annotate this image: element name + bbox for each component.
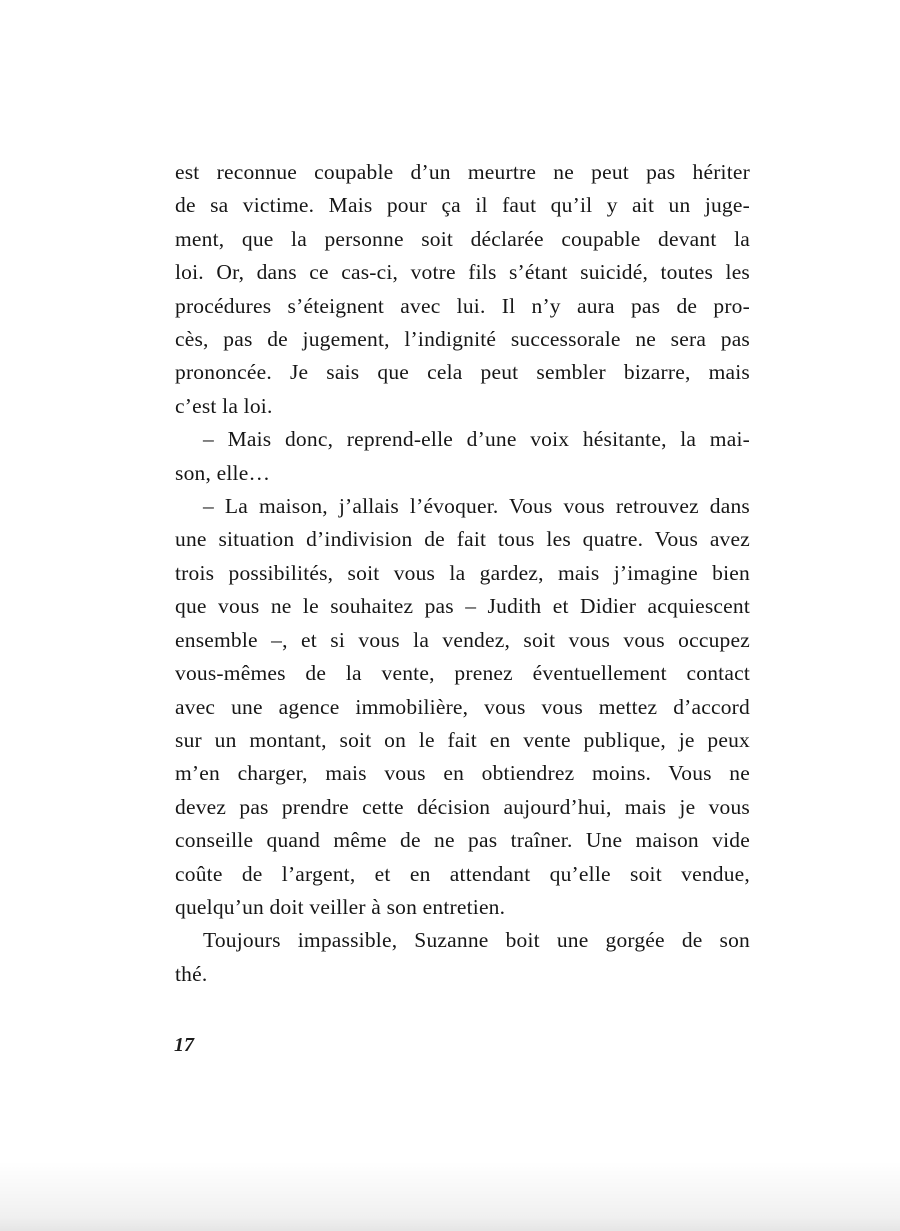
text-line: Toujours impassible, Suzanne boit une gorgée de son — [203, 928, 750, 953]
text-line: – Mais donc, reprend-elle d’une voix hésitante, la mai- — [203, 427, 750, 452]
text-line: avec une agence immobilière, vous vous mettez d’accord — [175, 694, 750, 719]
text-line: c’est la loi. — [175, 393, 273, 418]
page-number: 17 — [174, 1034, 194, 1056]
text-line: cès, pas de jugement, l’indignité successorale ne sera pas — [175, 327, 750, 352]
text-line: ment, que la personne soit déclarée coupable devant la — [175, 226, 750, 251]
text-line: thé. — [175, 961, 208, 986]
text-line: son, elle… — [175, 460, 271, 485]
text-line: quelqu’un doit veiller à son entretien. — [175, 894, 506, 919]
text-line: procédures s’éteignent avec lui. Il n’y aura pas de pro- — [175, 293, 750, 318]
text-line: prononcée. Je sais que cela peut sembler bizarre, mais — [175, 360, 750, 385]
text-line: que vous ne le souhaitez pas – Judith et Didier acquiescent — [175, 594, 750, 619]
text-line: est reconnue coupable d’un meurtre ne peut pas hériter — [175, 160, 750, 184]
text-line: m’en charger, mais vous en obtiendrez moins. Vous ne — [175, 761, 750, 786]
page-text — [175, 156, 750, 991]
text-line: une situation d’indivision de fait tous les quatre. Vous avez — [175, 527, 750, 552]
text-line: de sa victime. Mais pour ça il faut qu’il y ait un juge- — [175, 193, 750, 218]
text-line: conseille quand même de ne pas traîner. Une maison vide — [175, 828, 750, 853]
text-line: ensemble –, et si vous la vendez, soit vous vous occupez — [175, 627, 750, 652]
text-line: devez pas prendre cette décision aujourd’hui, mais je vous — [175, 794, 750, 819]
text-line: coûte de l’argent, et en attendant qu’elle soit vendue, — [175, 861, 750, 886]
page-bottom-shadow — [0, 1161, 900, 1231]
text-line: trois possibilités, soit vous la gardez, mais j’imagine bien — [175, 560, 750, 585]
text-line: loi. Or, dans ce cas-ci, votre fils s’étant suicidé, toutes les — [175, 260, 750, 285]
text-line: vous-mêmes de la vente, prenez éventuellement contact — [175, 661, 750, 686]
text-line: sur un montant, soit on le fait en vente publique, je peux — [175, 727, 750, 752]
text-line: – La maison, j’allais l’évoquer. Vous vous retrouvez dans — [203, 494, 750, 519]
